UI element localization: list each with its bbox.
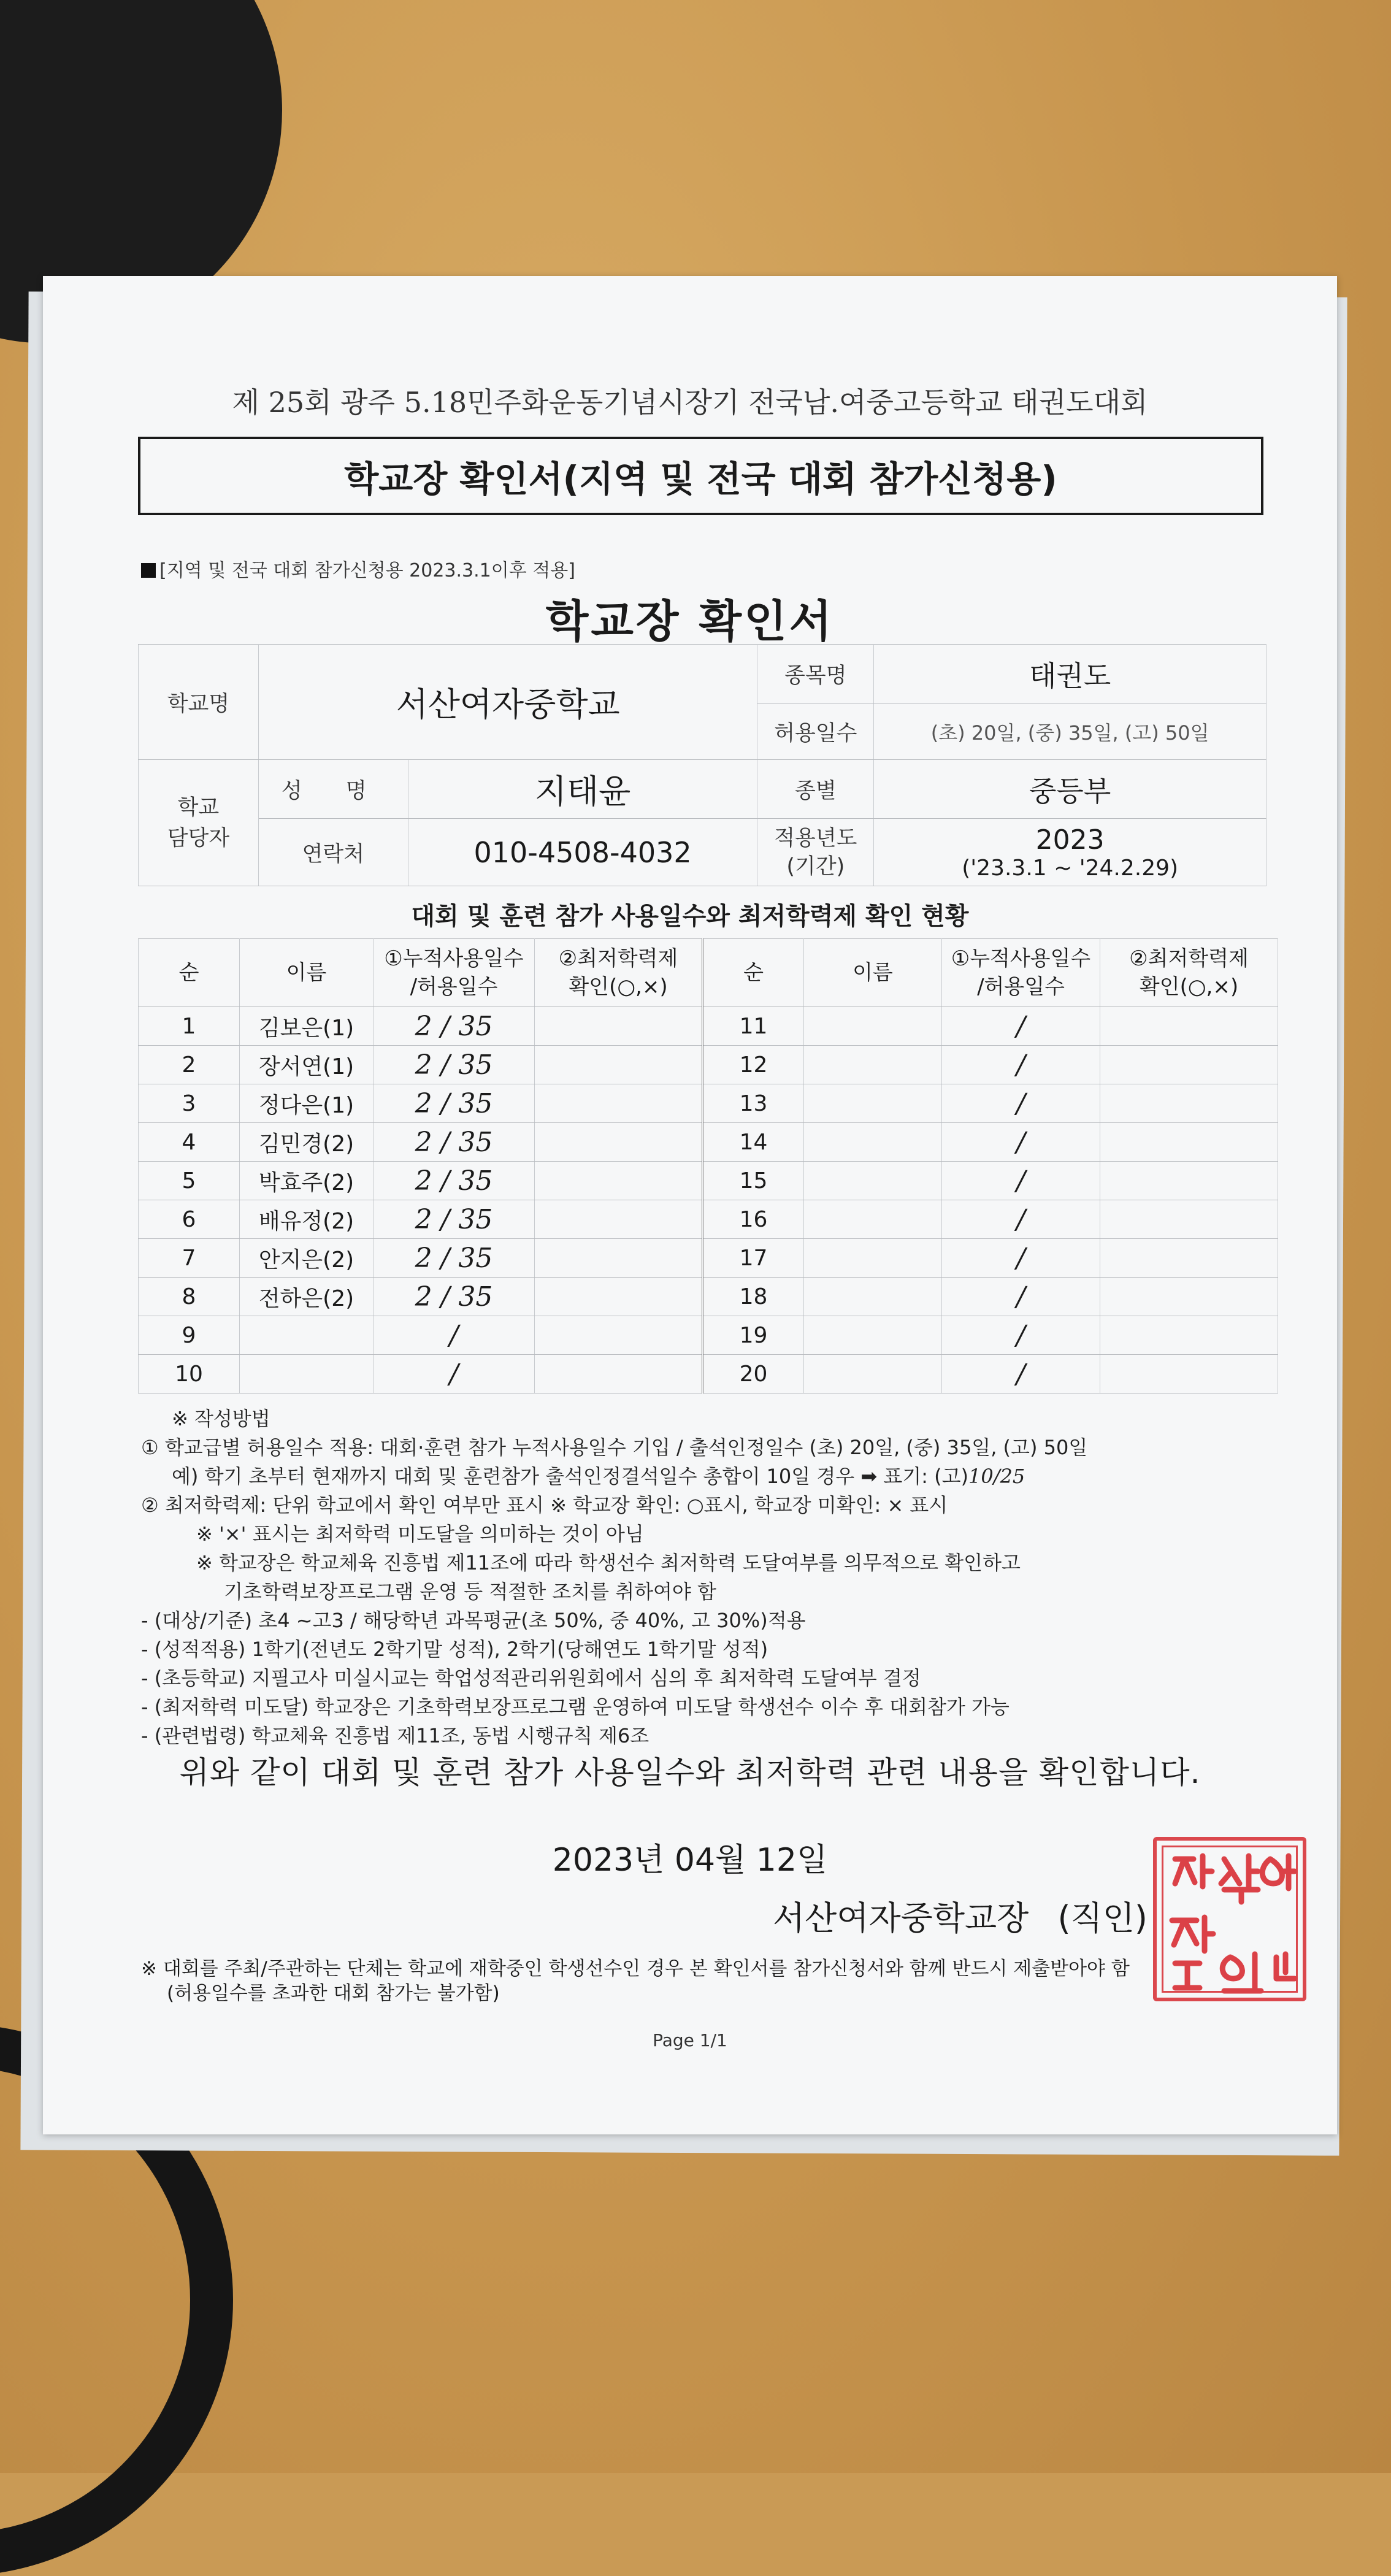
staff-label: 학교 담당자	[139, 760, 259, 886]
row-academic	[535, 1278, 703, 1316]
row-academic	[1100, 1239, 1278, 1278]
header-name: 이름	[240, 939, 374, 1007]
row-usage: 2 / 35	[374, 1200, 535, 1239]
allowed-days-value: (초) 20일, (중) 35일, (고) 50일	[874, 703, 1266, 760]
row-usage: 2 / 35	[374, 1007, 535, 1046]
row-no: 19	[703, 1316, 804, 1355]
row-no: 5	[139, 1162, 240, 1200]
allowed-days-label: 허용일수	[757, 703, 874, 760]
row-no: 4	[139, 1123, 240, 1162]
usage-table	[138, 938, 1278, 1393]
instructions	[141, 1405, 1288, 1750]
sport-label: 종목명	[757, 645, 874, 703]
row-name	[804, 1007, 942, 1046]
row-usage: /	[942, 1007, 1100, 1046]
period-value: ('23.3.1 ~ '24.2.29)	[962, 855, 1179, 881]
row-no: 12	[703, 1046, 804, 1084]
row-no: 20	[703, 1355, 804, 1393]
event-header: 제 25회 광주 5.18민주화운동기념시장기 전국남.여중고등학교 태권도대회	[232, 386, 1148, 419]
page-number: Page 1/1	[653, 2030, 727, 2050]
confirmation-statement: 위와 같이 대회 및 훈련 참가 사용일수와 최저학력 관련 내용을 확인합니다.	[179, 1755, 1201, 1790]
detail-5: - (관련법령) 학교체육 진흥법 제11조, 동법 시행규칙 제6조	[141, 1724, 650, 1747]
row-name	[804, 1162, 942, 1200]
year-cell	[874, 819, 1266, 886]
header-no-right: 순	[703, 939, 804, 1007]
sport-value: 태권도	[874, 645, 1266, 703]
note-1: ① 학교급별 허용일수 적용: 대회·훈련 참가 누적사용일수 기입 / 출석인정일수 (초) 20일, (중) 35일, (고) 50일	[141, 1436, 1088, 1459]
row-no: 9	[139, 1316, 240, 1355]
row-name: 장서연(1)	[240, 1046, 374, 1084]
issue-date: 2023년 04월 12일	[552, 1842, 828, 1879]
row-name: 김민경(2)	[240, 1123, 374, 1162]
row-no: 6	[139, 1200, 240, 1239]
row-no: 2	[139, 1046, 240, 1084]
school-name: 서산여자중학교	[258, 645, 757, 760]
note-2a: ※ '×' 표시는 최저학력 미도달을 의미하는 것이 아님	[196, 1522, 644, 1546]
school-info-table	[138, 644, 1266, 886]
note-2b: ※ 학교장은 학교체육 진흥법 제11조에 따라 학생선수 최저학력 도달여부를 의무적으로 확인하고	[196, 1551, 1021, 1574]
row-academic	[1100, 1046, 1278, 1084]
notes-heading: ※ 작성방법	[172, 1407, 270, 1430]
table-row	[139, 1162, 1278, 1200]
table-row	[139, 1316, 1278, 1355]
row-name: 배유정(2)	[240, 1200, 374, 1239]
staff-name: 지태윤	[408, 760, 757, 819]
header-usage: ①누적사용일수 /허용일수	[374, 939, 535, 1007]
row-academic	[1100, 1200, 1278, 1239]
row-no: 11	[703, 1007, 804, 1046]
row-no: 17	[703, 1239, 804, 1278]
table-row	[139, 1084, 1278, 1123]
name-label: 성 명	[258, 760, 408, 819]
school-label: 학교명	[139, 645, 259, 760]
row-name: 안지은(2)	[240, 1239, 374, 1278]
row-name	[804, 1200, 942, 1239]
header-academic: ②최저학력제 확인(○,×)	[535, 939, 703, 1007]
table-row	[139, 1007, 1278, 1046]
document-page	[43, 276, 1337, 2134]
row-no: 15	[703, 1162, 804, 1200]
table-row	[139, 1200, 1278, 1239]
row-academic	[535, 1162, 703, 1200]
note-2c: 기초학력보장프로그램 운영 등 적절한 조치를 취하여야 함	[224, 1580, 716, 1603]
row-academic	[535, 1084, 703, 1123]
detail-2: - (성적적용) 1학기(전년도 2학기말 성적), 2학기(당해연도 1학기말 성적)	[141, 1638, 768, 1661]
row-academic	[535, 1316, 703, 1355]
row-no: 13	[703, 1084, 804, 1123]
row-usage: /	[942, 1084, 1100, 1123]
year-label: 적용년도 (기간)	[757, 819, 874, 886]
row-academic	[1100, 1084, 1278, 1123]
row-name: 박효주(2)	[240, 1162, 374, 1200]
row-name	[240, 1355, 374, 1393]
category-value: 중등부	[874, 760, 1266, 819]
contact-label: 연락처	[258, 819, 408, 886]
row-usage: /	[942, 1200, 1100, 1239]
document-title-box	[138, 437, 1263, 515]
table-row	[139, 1239, 1278, 1278]
apply-note	[141, 555, 575, 582]
apply-note-text: [지역 및 전국 대회 참가신청용 2023.3.1이후 적용]	[159, 560, 575, 581]
table-row	[139, 1046, 1278, 1084]
row-name: 김보은(1)	[240, 1007, 374, 1046]
row-academic	[535, 1239, 703, 1278]
footnote-line-2: (허용일수를 초과한 대회 참가는 불가함)	[167, 1982, 500, 2004]
row-name	[804, 1046, 942, 1084]
header-name-right: 이름	[804, 939, 942, 1007]
row-academic	[1100, 1123, 1278, 1162]
detail-4: - (최저학력 미도달) 학교장은 기초학력보장프로그램 운영하여 미도달 학생선수 이수 후 대회참가 가능	[141, 1695, 1010, 1719]
main-title: 학교장 확인서	[545, 596, 835, 647]
row-name	[804, 1239, 942, 1278]
row-academic	[535, 1007, 703, 1046]
row-no: 8	[139, 1278, 240, 1316]
note-1-example	[141, 1462, 1288, 1491]
row-usage: 2 / 35	[374, 1123, 535, 1162]
row-usage: 2 / 35	[374, 1239, 535, 1278]
row-usage: /	[374, 1355, 535, 1393]
row-usage: 2 / 35	[374, 1084, 535, 1123]
row-academic	[1100, 1007, 1278, 1046]
row-no: 16	[703, 1200, 804, 1239]
footnote	[141, 1957, 1306, 2006]
usage-subtitle: 대회 및 훈련 참가 사용일수와 최저학력제 확인 현황	[411, 902, 969, 930]
contact-value: 010-4508-4032	[408, 819, 757, 886]
row-no: 3	[139, 1084, 240, 1123]
row-academic	[1100, 1278, 1278, 1316]
row-usage: /	[942, 1123, 1100, 1162]
row-usage: /	[942, 1355, 1100, 1393]
row-usage: /	[942, 1162, 1100, 1200]
row-no: 18	[703, 1278, 804, 1316]
row-name: 전하은(2)	[240, 1278, 374, 1316]
row-no: 7	[139, 1239, 240, 1278]
header-no: 순	[139, 939, 240, 1007]
row-academic	[535, 1046, 703, 1084]
row-no: 1	[139, 1007, 240, 1046]
row-name	[804, 1355, 942, 1393]
row-usage: 2 / 35	[374, 1162, 535, 1200]
table-row	[139, 1123, 1278, 1162]
row-name	[804, 1278, 942, 1316]
row-name	[804, 1316, 942, 1355]
row-academic	[1100, 1316, 1278, 1355]
note-1-example-value: 10/25	[968, 1465, 1025, 1488]
year-value: 2023	[1035, 824, 1105, 856]
row-academic	[535, 1200, 703, 1239]
table-row	[139, 1355, 1278, 1393]
row-name	[804, 1123, 942, 1162]
row-no: 10	[139, 1355, 240, 1393]
row-name	[240, 1316, 374, 1355]
note-1-example-text: 예) 학기 초부터 현재까지 대회 및 훈련참가 출석인정결석일수 총합이 10일 경우 ➡ 표기: (고)	[172, 1465, 969, 1488]
footnote-line-1: ※ 대회를 주최/주관하는 단체는 학교에 재학중인 학생선수인 경우 본 확인서를 참가신청서와 함께 반드시 제출받아야 함	[141, 1958, 1130, 1980]
row-usage: /	[942, 1239, 1100, 1278]
signature-line	[773, 1892, 1148, 1939]
row-usage: /	[942, 1316, 1100, 1355]
row-name: 정다은(1)	[240, 1084, 374, 1123]
header-academic-right: ②최저학력제 확인(○,×)	[1100, 939, 1278, 1007]
row-academic	[535, 1355, 703, 1393]
seal-mark: (직인)	[1057, 1899, 1148, 1938]
row-usage: /	[942, 1046, 1100, 1084]
square-bullet-icon	[141, 563, 156, 578]
table-row	[139, 1278, 1278, 1316]
row-no: 14	[703, 1123, 804, 1162]
row-usage: 2 / 35	[374, 1278, 535, 1316]
header-usage-right: ①누적사용일수 /허용일수	[942, 939, 1100, 1007]
row-academic	[1100, 1355, 1278, 1393]
row-usage: /	[942, 1278, 1100, 1316]
detail-1: - (대상/기준) 초4 ~고3 / 해당학년 과목평균(초 50%, 중 40%, 고 30%)적용	[141, 1609, 806, 1632]
row-usage: 2 / 35	[374, 1046, 535, 1084]
row-usage: /	[374, 1316, 535, 1355]
note-2: ② 최저학력제: 단위 학교에서 확인 여부만 표시 ※ 학교장 확인: ○표시, 학교장 미확인: × 표시	[141, 1493, 948, 1517]
row-academic	[1100, 1162, 1278, 1200]
category-label: 종별	[757, 760, 874, 819]
document-title: 학교장 확인서(지역 및 전국 대회 참가신청용)	[344, 458, 1057, 500]
detail-3: - (초등학교) 지필고사 미실시교는 학업성적관리위원회에서 심의 후 최저학력 도달여부 결정	[141, 1666, 921, 1690]
row-name	[804, 1084, 942, 1123]
row-academic	[535, 1123, 703, 1162]
signer-name: 서산여자중학교장	[773, 1899, 1029, 1938]
